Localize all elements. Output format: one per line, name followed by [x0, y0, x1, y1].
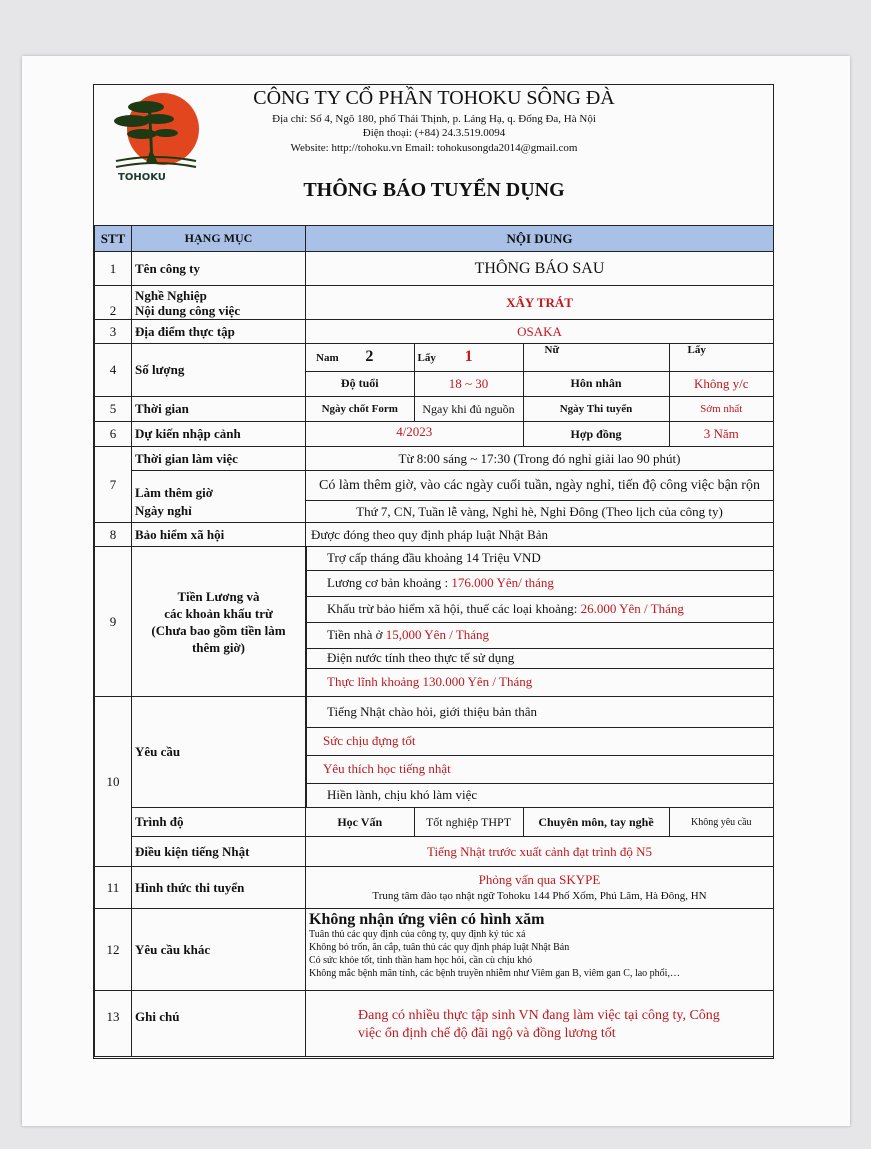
row-label: Hình thức thi tuyển: [132, 867, 306, 909]
row-number: 11: [95, 867, 132, 909]
row-number: 5: [95, 397, 132, 422]
interview-method-value: Phỏng vấn qua SKYPE: [478, 871, 601, 887]
document-header: [94, 85, 773, 226]
row-number: 4: [95, 344, 132, 397]
base-salary-label: Lương cơ bản khoảng :: [327, 575, 452, 590]
row-7-days-off: [95, 501, 774, 523]
requirement-item: Tiếng Nhật chào hỏi, giới thiệu bản thân: [307, 697, 774, 727]
row-7-work-time: [95, 447, 774, 471]
other-requirement: Tuân thủ các quy định của công ty, quy định ký túc xá: [309, 929, 526, 940]
salary-label: các khoản khấu trừ: [164, 605, 273, 621]
row-10-education: [95, 808, 774, 837]
row-10-requirements: [95, 697, 774, 808]
row-1: [95, 252, 774, 286]
base-salary-value: 176.000 Yên/ tháng: [451, 575, 554, 590]
exam-date-label: Ngày Thi tuyển: [523, 397, 669, 421]
row-12: [95, 909, 774, 991]
row-label: Thời gian: [132, 397, 306, 422]
company-address: Địa chỉ: Số 4, Ngõ 180, phố Thái Thịnh, p. Láng Hạ, q. Đống Đa, Hà Nội: [272, 113, 596, 125]
row-label: Ngày nghỉ: [132, 501, 306, 523]
row-number: 1: [95, 252, 132, 286]
skill-label: Chuyên môn, tay nghề: [523, 808, 669, 836]
row-2: [95, 286, 774, 320]
female-label: Nữ: [523, 344, 669, 371]
form-deadline-label: Ngày chốt Form: [321, 403, 398, 415]
exam-date-value: Sớm nhất: [700, 403, 743, 415]
row-label: Trình độ: [132, 808, 306, 837]
work-time-value: Từ 8:00 sáng ~ 17:30 (Trong đó nghỉ giải lao 90 phút): [306, 447, 774, 471]
company-website: Website: http://tohoku.vn Email: tohokusongda2014@gmail.com: [290, 142, 578, 154]
row-11: [95, 867, 774, 909]
take-label: Lấy: [417, 352, 436, 365]
utilities-value: Điện nước tính theo thực tế sử dụng: [307, 648, 774, 668]
education-label: Học Vấn: [337, 814, 383, 829]
take-label: Lấy: [669, 344, 773, 371]
interview-location-value: Trung tâm đào tạo nhật ngữ Tohoku 144 Phố Xốm, Phú Lãm, Hà Đông, HN: [372, 889, 707, 902]
salary-label: (Chưa bao gồm tiền làm: [151, 622, 286, 638]
row-label: Thời gian làm việc: [132, 447, 306, 471]
row-label: Yêu cầu khác: [132, 909, 306, 991]
stt-header: STT: [95, 226, 132, 252]
row-label: Điều kiện tiếng Nhật: [132, 837, 306, 867]
row-label: Ghi chú: [132, 991, 306, 1057]
note-line: việc ổn định chế độ đãi ngộ và đồng lương tốt: [358, 1026, 616, 1041]
row-label: Bảo hiểm xã hội: [132, 523, 306, 547]
row-number: 10: [95, 697, 132, 867]
row-label: Số lượng: [132, 344, 306, 397]
recruitment-table: [94, 225, 774, 1057]
note-line: Đang có nhiều thực tập sinh VN đang làm việc tại công ty, Công: [358, 1008, 720, 1023]
content-header: NỘI DUNG: [306, 226, 774, 252]
company-name: CÔNG TY CỔ PHẦN TOHOKU SÔNG ĐÀ: [253, 87, 615, 109]
contract-label: Hợp đồng: [523, 422, 669, 446]
row-label: Địa điểm thực tập: [132, 320, 306, 344]
marriage-label: Hôn nhân: [523, 371, 669, 396]
row-label: Dự kiến nhập cảnh: [132, 422, 306, 447]
insurance-value: Được đóng theo quy định pháp luật Nhật Bản: [306, 523, 774, 547]
occupation-value: XÂY TRÁT: [306, 286, 774, 320]
row-label: Yêu cầu: [132, 697, 306, 808]
requirement-item: Hiền lành, chịu khó làm việc: [307, 783, 774, 807]
row-number: 6: [95, 422, 132, 447]
net-salary-value: Thực lĩnh khoảng 130.000 Yên / Tháng: [307, 668, 774, 696]
row-7-overtime: [95, 471, 774, 501]
company-phone: Điện thoại: (+84) 24.3.519.0094: [362, 127, 506, 139]
japanese-requirement-value: Tiếng Nhật trước xuất cảnh đạt trình độ N5: [306, 837, 774, 867]
row-4: [95, 344, 774, 397]
row-label: Nghề Nghiệp: [135, 287, 207, 303]
male-count: 2: [365, 348, 374, 366]
marriage-value: Không y/c: [669, 371, 773, 396]
table-header-row: [95, 226, 774, 252]
salary-label: thêm giờ): [191, 639, 246, 655]
housing-label: Tiền nhà ở: [327, 627, 386, 642]
other-requirement: Không bỏ trốn, ăn cắp, tuân thủ các quy định pháp luật Nhật Bản: [309, 942, 570, 953]
age-label: Độ tuổi: [306, 371, 414, 396]
tattoo-requirement: Không nhận ứng viên có hình xăm: [309, 911, 545, 928]
education-value: Tốt nghiệp THPT: [414, 808, 523, 836]
row-number: 7: [95, 447, 132, 523]
row-10-japanese: [95, 837, 774, 867]
male-label: Nam: [316, 352, 339, 365]
row-label: Làm thêm giờ: [132, 471, 306, 501]
row-number: 9: [95, 547, 132, 697]
age-value: 18 ~ 30: [414, 371, 523, 396]
row-number: 8: [95, 523, 132, 547]
row-5: [95, 397, 774, 422]
row-number: 12: [95, 909, 132, 991]
row-number: 13: [95, 991, 132, 1057]
contract-value: 3 Năm: [703, 426, 739, 441]
days-off-value: Thứ 7, CN, Tuần lễ vàng, Nghỉ hè, Nghỉ Đông (Theo lịch của công ty): [306, 501, 774, 523]
male-take-count: 1: [464, 348, 473, 366]
salary-label: Tiền Lương và: [177, 588, 260, 604]
housing-value: 15,000 Yên / Tháng: [385, 627, 490, 642]
document-title: THÔNG BÁO TUYỂN DỤNG: [303, 179, 565, 201]
requirement-item: Yêu thích học tiếng nhật: [307, 755, 774, 783]
deduction-value: 26.000 Yên / Tháng: [580, 601, 684, 616]
form-deadline-value: Ngay khi đủ nguồn: [414, 397, 523, 421]
row-8: [95, 523, 774, 547]
entry-date-value: 4/2023: [396, 424, 433, 439]
row-label: Nội dung công việc: [135, 302, 241, 318]
deduction-label: Khấu trừ bảo hiểm xã hội, thuế các loại khoảng:: [327, 601, 581, 616]
logo-text: TOHOKU: [118, 172, 166, 183]
row-9: [95, 547, 774, 697]
row-number: 3: [95, 320, 132, 344]
overtime-value: Có làm thêm giờ, vào các ngày cuối tuần, ngày nghỉ, tiến độ công việc bận rộn: [306, 471, 774, 501]
first-month-allowance: Trợ cấp tháng đầu khoảng 14 Triệu VND: [307, 547, 774, 570]
row-13: [95, 991, 774, 1057]
row-3: [95, 320, 774, 344]
other-requirement: Không mắc bệnh mãn tính, các bệnh truyền nhiễm như Viêm gan B, viêm gan C, lao phổi,…: [309, 968, 680, 979]
row-label: Tên công ty: [132, 252, 306, 286]
requirement-item: Sức chịu đựng tốt: [307, 727, 774, 755]
location-value: OSAKA: [306, 320, 774, 344]
row-6: [95, 422, 774, 447]
document-frame: [93, 84, 774, 1059]
company-name-value: THÔNG BÁO SAU: [306, 252, 774, 286]
tohoku-logo: [108, 93, 203, 183]
category-header: HẠNG MỤC: [132, 226, 306, 252]
row-number: 2: [95, 286, 132, 320]
skill-value: Không yêu cầu: [690, 816, 752, 828]
other-requirement: Có sức khỏe tốt, tinh thần ham học hỏi, cần cù chịu khó: [309, 955, 533, 966]
